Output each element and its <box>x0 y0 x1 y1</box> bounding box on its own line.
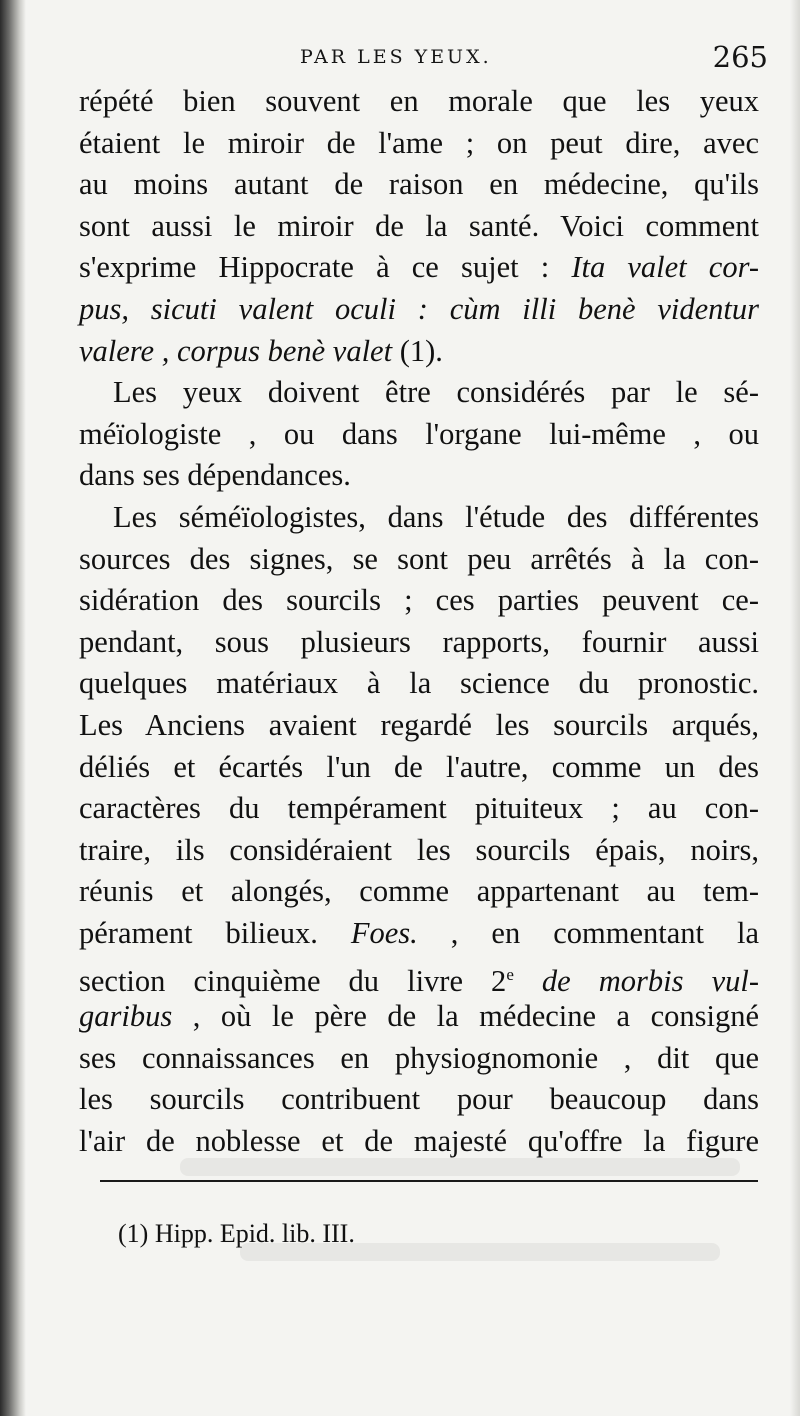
text-line <box>79 247 759 289</box>
text-line: Les Anciens avaient regardé les sourcils arqués, <box>79 707 759 742</box>
footnote-divider <box>100 1180 758 1182</box>
text-line <box>79 954 759 999</box>
page-edge <box>790 0 800 1416</box>
text-line: méïologiste , ou dans l'organe lui-même , ou <box>79 416 759 451</box>
latin-quote: Ita valet cor- <box>571 250 760 285</box>
latin-title: de morbis vul- <box>541 964 759 999</box>
text-line <box>79 996 759 1038</box>
paragraph-start: Les yeux doivent être considérés par le sé- <box>113 375 759 410</box>
text-line: réunis et alongés, comme appartenant au tem- <box>79 874 759 909</box>
running-head <box>80 40 770 80</box>
footnote-reference: (1). <box>392 333 443 368</box>
text-line: traire, ils considéraient les sourcils épais, noirs, <box>79 832 759 867</box>
footnote: (1) Hipp. Epid. lib. III. <box>118 1219 355 1248</box>
body-text <box>79 81 759 1162</box>
text-line: quelques matériaux à la science du pronostic. <box>79 666 759 701</box>
text-line <box>79 331 759 373</box>
latin-quote-line: pus, sicuti valent oculi : cùm illi benè videntur <box>79 291 759 326</box>
text-line: déliés et écartés l'un de l'autre, comme un des <box>79 749 759 784</box>
text-line: caractères du tempérament pituiteux ; au con- <box>79 791 759 826</box>
latin-quote: valere , corpus benè valet <box>79 333 393 368</box>
text-span: section cinquième du livre 2 <box>79 964 507 999</box>
text-span: s'exprime Hippocrate à ce sujet : <box>79 250 550 285</box>
text-line: ses connaissances en physiognomonie , dit que <box>79 1040 759 1075</box>
text-line: sont aussi le miroir de la santé. Voici comment <box>79 208 759 243</box>
text-line: au moins autant de raison en médecine, qu'ils <box>79 167 759 202</box>
paragraph-start: Les séméïologistes, dans l'étude des différentes <box>113 499 759 534</box>
text-line: les sourcils contribuent pour beaucoup dans <box>79 1082 759 1117</box>
running-title: PAR LES YEUX. <box>300 46 492 68</box>
text-span <box>514 965 542 999</box>
author-name: Foes. <box>350 915 418 950</box>
latin-title: garibus <box>79 999 173 1034</box>
text-line: répété bien souvent en morale que les yeux <box>79 84 759 118</box>
text-line: l'air de noblesse et de majesté qu'offre la figure <box>79 1123 759 1158</box>
text-line: dans ses dépendances. <box>79 458 351 493</box>
text-span: , où le père de la médecine a consigné <box>172 999 759 1034</box>
text-line: sidération des sourcils ; ces parties peuvent ce- <box>79 583 759 618</box>
text-line: étaient le miroir de l'ame ; on peut dire, avec <box>79 125 759 160</box>
text-span: pérament bilieux. <box>79 915 318 950</box>
binding-shadow <box>0 0 26 1416</box>
text-line: sources des signes, se sont peu arrêtés à la con- <box>79 541 759 576</box>
text-span: , en commentant la <box>417 915 759 950</box>
text-line: pendant, sous plusieurs rapports, fournir aussi <box>79 624 759 659</box>
page-number: 265 <box>712 40 768 74</box>
superscript: e <box>506 965 514 985</box>
text-line <box>79 913 759 955</box>
